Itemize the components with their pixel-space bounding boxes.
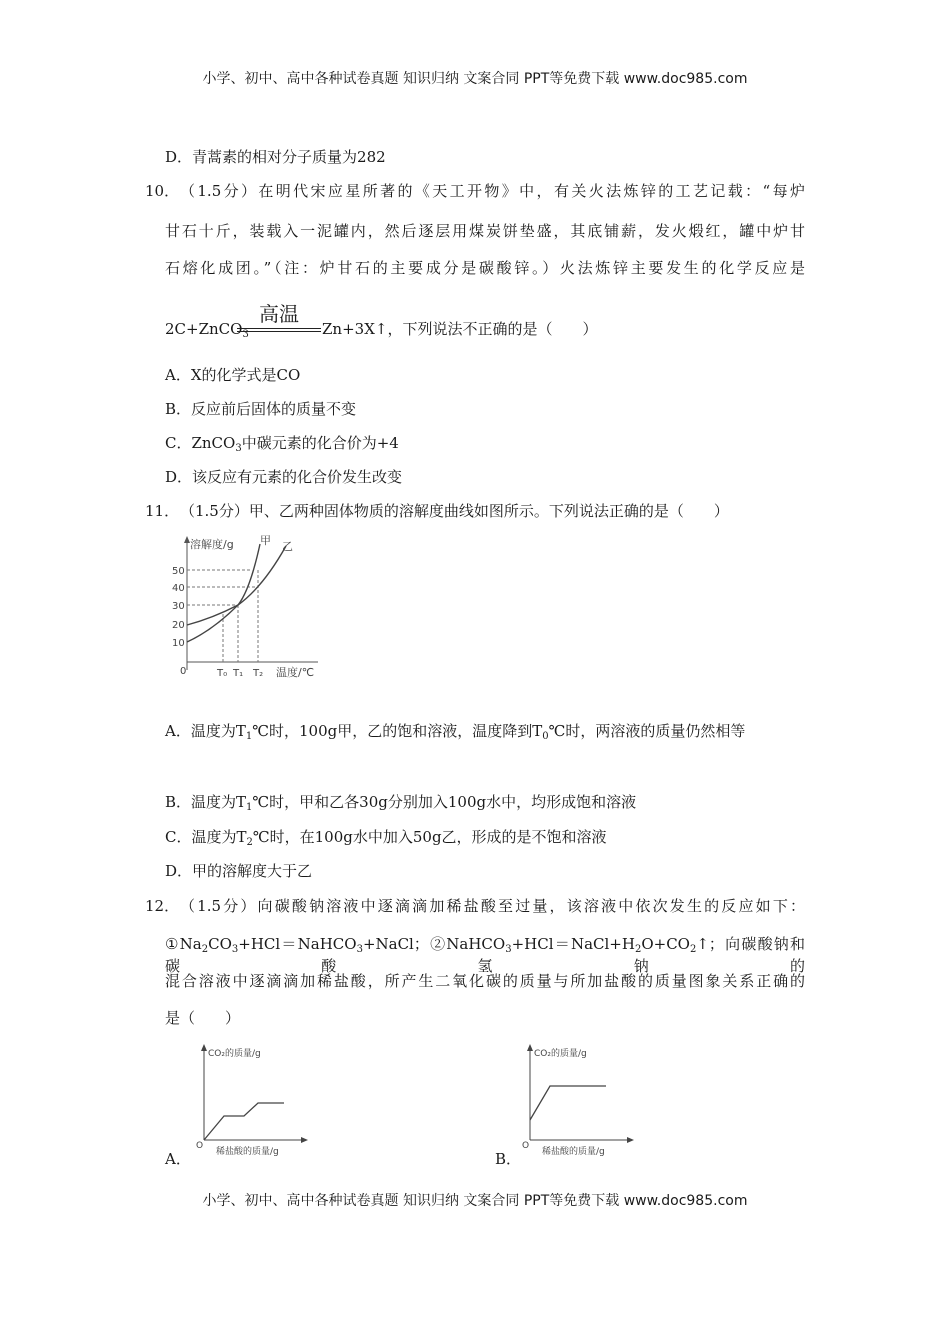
origin-label: 0: [180, 666, 187, 677]
curve-yi: [187, 546, 286, 625]
graph-b-y-label: CO₂的质量/g: [534, 1049, 587, 1059]
y-axis-label: 溶解度/g: [190, 538, 234, 551]
q12-stem-line3: 混合溶液中逐滴滴加稀盐酸，所产生二氧化碳的质量与所加盐酸的质量图象关系正确的: [165, 972, 805, 990]
q10-option-b: B．反应前后固体的质量不变: [165, 400, 357, 418]
graph-b-curve: [530, 1086, 606, 1120]
graph-a-y-arrow: [201, 1044, 207, 1051]
equation-left: 2C+ZnCO$_3$: [165, 320, 249, 340]
graph-b-origin: O: [522, 1141, 530, 1151]
q11-option-d: D．甲的溶解度大于乙: [165, 862, 313, 880]
page-header: 小学、初中、高中各种试卷真题 知识归纳 文案合同 PPT等免费下载 www.doc985.com: [202, 71, 748, 87]
y-tick-40: 40: [172, 583, 185, 594]
q10-stem-line3: 石熔化成团。”（注：炉甘石的主要成分是碳酸锌。）火法炼锌主要发生的化学反应是: [165, 259, 805, 277]
equals-line-bottom: [237, 331, 321, 332]
equation-right: Zn+3X↑，下列说法不正确的是（ ）: [322, 320, 598, 338]
solubility-chart: [168, 532, 328, 682]
curve-jia-label: 甲: [260, 534, 271, 547]
q11-option-a: A．温度为$T_1℃$时，100g甲，乙的饱和溶液，温度降到$T_0℃$时，两溶液的质量仍然相等: [165, 722, 746, 742]
graph-b-x-arrow: [627, 1137, 634, 1143]
x-tick-t1: T₁: [233, 668, 244, 679]
q12-stem-line4: 是（ ）: [165, 1009, 241, 1027]
y-tick-30: 30: [172, 601, 185, 612]
equals-line-top: [237, 328, 321, 329]
graph-b-x-label: 稀盐酸的质量/g: [542, 1147, 605, 1157]
graph-b-y-arrow: [527, 1044, 533, 1051]
graph-a-y-label: CO₂的质量/g: [208, 1049, 261, 1059]
y-tick-20: 20: [172, 620, 185, 631]
q10-stem-line1: （1.5分）在明代宋应星所著的《天工开物》中，有关火法炼锌的工艺记载：“每炉: [180, 182, 805, 200]
x-tick-t2: T₂: [253, 668, 264, 679]
curve-yi-label: 乙: [282, 540, 293, 553]
q10-stem-line2: 甘石十斤，装载入一泥罐内，然后逐层用煤炭饼垫盛，其底铺薪，发火煅红，罐中炉甘: [165, 222, 805, 240]
page-footer: 小学、初中、高中各种试卷真题 知识归纳 文案合同 PPT等免费下载 www.doc985.com: [202, 1193, 748, 1209]
q11-number: 11．: [145, 502, 180, 520]
x-axis-label: 温度/℃: [276, 666, 315, 679]
q11-option-b: B．温度为$T_1℃$时，甲和乙各30g分别加入100g水中，均形成饱和溶液: [165, 793, 637, 813]
x-tick-t0: T₀: [217, 668, 228, 679]
q9-option-d: D．青蒿素的相对分子质量为282: [165, 148, 386, 166]
graph-a-label: A．: [165, 1150, 191, 1168]
graph-b-label: B．: [495, 1150, 522, 1168]
q12-stem: （1.5分）向碳酸钠溶液中逐滴滴加稀盐酸至过量，该溶液中依次发生的反应如下：: [180, 897, 805, 915]
graph-a: [192, 1040, 312, 1160]
graph-a-curve: [204, 1103, 284, 1140]
y-tick-10: 10: [172, 638, 185, 649]
q10-option-a: A．X的化学式是CO: [165, 366, 301, 384]
q11-option-c: C．温度为$T_2℃$时，在100g水中加入50g乙，形成的是不饱和溶液: [165, 828, 607, 848]
curve-jia: [187, 544, 260, 642]
reaction-condition: 高温: [259, 302, 299, 326]
q11-stem: （1.5分）甲、乙两种固体物质的溶解度曲线如图所示。下列说法正确的是（ ）: [180, 502, 729, 520]
q10-equation: [165, 302, 805, 352]
graph-b: [518, 1040, 638, 1160]
y-tick-50: 50: [172, 566, 185, 577]
q12-reactions: $①Na_2CO_3+HCl=NaHCO_3+NaCl$；$②NaHCO_3+HCl=NaCl+H_2O+CO_2↑$；向碳酸钠和碳酸氢钠的: [165, 935, 806, 975]
graph-a-origin: O: [196, 1141, 204, 1151]
graph-a-x-arrow: [301, 1137, 308, 1143]
q10-option-d: D．该反应有元素的化合价发生改变: [165, 468, 403, 486]
graph-a-x-label: 稀盐酸的质量/g: [216, 1147, 279, 1157]
q12-number: 12．: [145, 897, 180, 915]
q10-option-c: C．ZnCO$_3$中碳元素的化合价为+4: [165, 434, 399, 454]
q10-number: 10．: [145, 182, 180, 200]
